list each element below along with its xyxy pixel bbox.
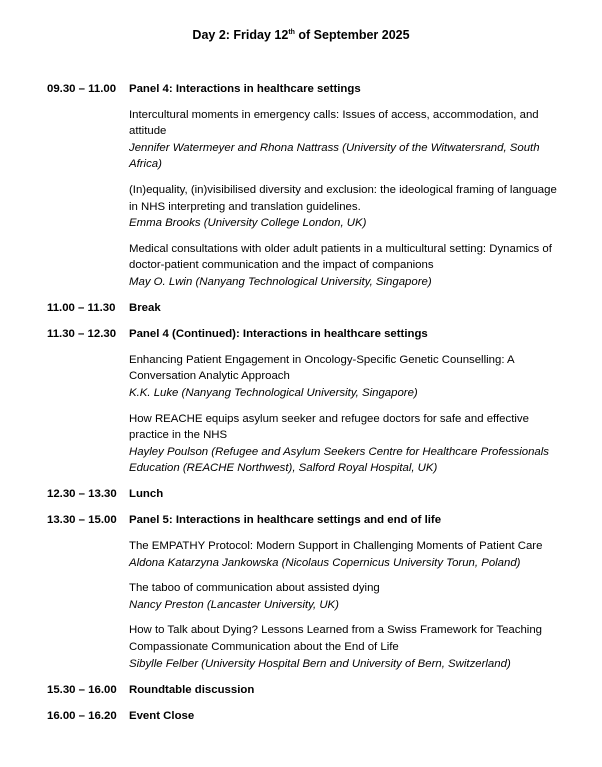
slot-time: 16.00 – 16.20 [47, 709, 117, 722]
talk-title: The EMPATHY Protocol: Modern Support in Challenging Moments of Patient Care [129, 540, 543, 553]
talk-item [129, 182, 567, 232]
talk-author: Aldona Katarzyna Jankowska (Nicolaus Copernicus University Torun, Poland) [129, 556, 521, 569]
slot-title: Roundtable discussion [129, 683, 255, 696]
slot-body [129, 682, 567, 699]
talk-title: (In)equality, (in)visibilised diversity and exclusion: the ideological framing of language in NHS interpreting and translation guidelines. [129, 183, 557, 213]
slot-body [129, 81, 567, 291]
schedule-slot [47, 326, 567, 477]
day-title-prefix: Day 2: Friday 12 [192, 28, 289, 42]
talk-author: Emma Brooks (University College London, UK) [129, 217, 367, 230]
schedule-slot [47, 81, 567, 291]
slot-title: Panel 4: Interactions in healthcare settings [129, 83, 361, 95]
slot-title: Lunch [129, 488, 164, 501]
schedule-slot [47, 512, 567, 672]
day-title-suffix: of September 2025 [294, 28, 410, 42]
talk-author: Hayley Poulson (Refugee and Asylum Seekers Centre for Healthcare Professionals Education (REACHE Northwest), Salford Royal Hospital, UK) [129, 445, 549, 475]
slot-time: 11.30 – 12.30 [47, 328, 117, 341]
schedule-slot [47, 708, 567, 725]
talk-title: Intercultural moments in emergency calls: Issues of access, accommodation, and attitude [129, 108, 539, 138]
slot-time: 15.30 – 16.00 [47, 683, 117, 696]
page-title [0, 27, 602, 43]
talk-title: Medical consultations with older adult patients in a multicultural setting: Dynamics of doctor-patient communication and the impact of companions [129, 242, 552, 272]
slot-time: 12.30 – 13.30 [47, 488, 117, 501]
talk-title: Enhancing Patient Engagement in Oncology-Specific Genetic Counselling: A Conversation Analytic Approach [129, 353, 514, 383]
slot-body [129, 300, 567, 317]
schedule [47, 81, 567, 734]
talk-title: How REACHE equips asylum seeker and refugee doctors for safe and effective practice in the NHS [129, 412, 529, 442]
schedule-slot [47, 486, 567, 503]
slot-title: Panel 4 (Continued): Interactions in healthcare settings [129, 328, 428, 341]
slot-time: 13.30 – 15.00 [47, 514, 117, 527]
talk-item [129, 411, 567, 477]
slot-body [129, 708, 567, 725]
talk-author: K.K. Luke (Nanyang Technological University, Singapore) [129, 386, 418, 399]
slot-body [129, 326, 567, 477]
talk-author: May O. Lwin (Nanyang Technological University, Singapore) [129, 275, 432, 288]
talk-item [129, 538, 567, 571]
talk-item [129, 241, 567, 291]
slot-time: 09.30 – 11.00 [47, 83, 117, 95]
slot-title: Break [129, 302, 161, 315]
talk-author: Sibylle Felber (University Hospital Bern and University of Bern, Switzerland) [129, 657, 511, 670]
talk-title: How to Talk about Dying? Lessons Learned from a Swiss Framework for Teaching Compassionate Communication about the End of Life [129, 624, 543, 654]
slot-title: Event Close [129, 709, 195, 722]
schedule-slot [47, 682, 567, 699]
talk-item [129, 352, 567, 402]
talk-item [129, 622, 567, 672]
talk-item [129, 580, 567, 613]
slot-title: Panel 5: Interactions in healthcare settings and end of life [129, 514, 442, 527]
slot-time: 11.00 – 11.30 [47, 302, 116, 315]
talk-author: Nancy Preston (Lancaster University, UK) [129, 598, 339, 611]
slot-body [129, 486, 567, 503]
slot-body [129, 512, 567, 672]
talk-item [129, 107, 567, 173]
talk-title: The taboo of communication about assisted dying [129, 582, 380, 595]
talk-author: Jennifer Watermeyer and Rhona Nattrass (University of the Witwatersrand, South Africa) [129, 141, 540, 171]
day-title-ordinal: th [288, 28, 295, 36]
schedule-slot [47, 300, 567, 317]
